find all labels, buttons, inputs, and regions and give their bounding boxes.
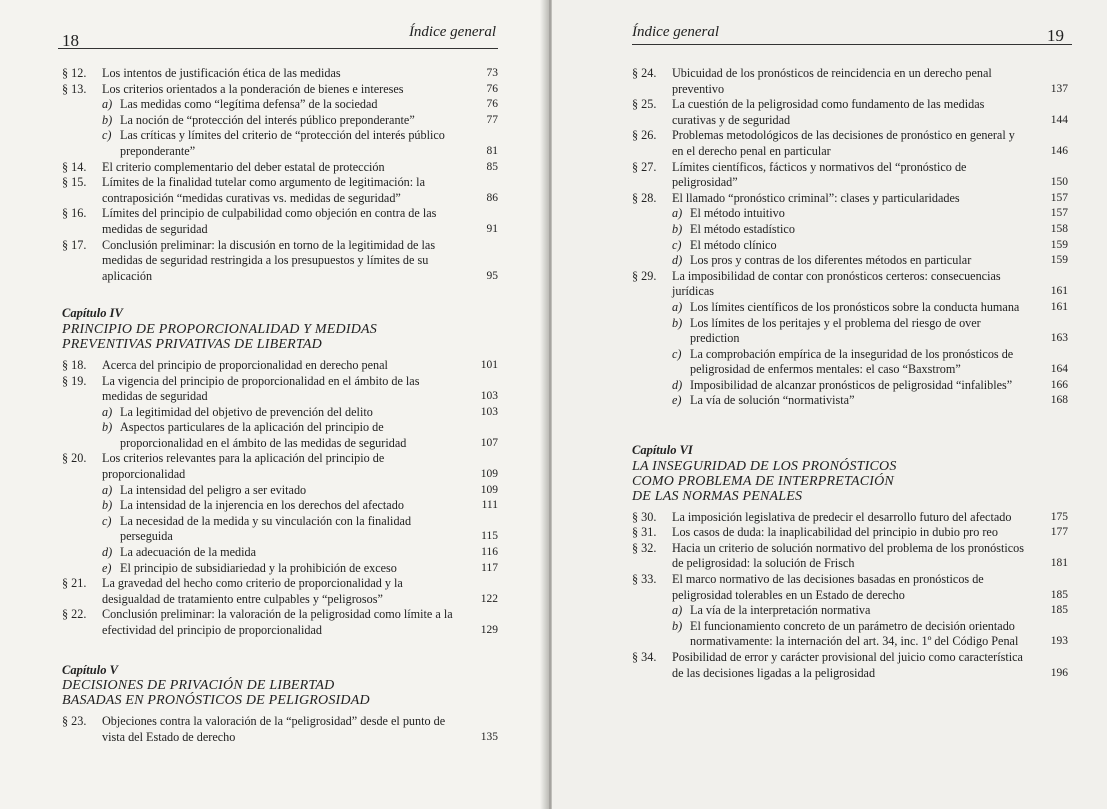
right-page bbox=[552, 0, 1107, 809]
entry-title: Los criterios relevantes para la aplicación del principio de proporcionalidad bbox=[102, 451, 385, 482]
entry-title: Límites de la finalidad tutelar como argumento de legitimación: la contraposición “medidas curativas vs. medidas de seguridad” bbox=[102, 175, 425, 205]
section-number: § 20. bbox=[62, 451, 87, 466]
toc-subentry bbox=[632, 238, 1068, 254]
section-number: § 31. bbox=[632, 525, 657, 540]
entry-title: El criterio complementario del deber estatal de protección bbox=[102, 159, 385, 174]
entry-title: Objeciones contra la valoración de la “peligrosidad” desde el punto de vista del Estado de derecho bbox=[102, 714, 446, 744]
section-number: § 32. bbox=[632, 540, 657, 555]
entry-page: 135 bbox=[480, 730, 498, 743]
subentry-page: 116 bbox=[481, 546, 498, 559]
entry-page: 196 bbox=[1050, 666, 1068, 679]
chapter-title-line: PRINCIPIO DE PROPORCIONALIDAD Y MEDIDAS bbox=[62, 321, 377, 337]
entry-page: 76 bbox=[486, 82, 498, 95]
section-number: § 23. bbox=[62, 714, 87, 729]
entry-page: 177 bbox=[1050, 526, 1068, 539]
subentry-title: La necesidad de la medida y su vinculación con la finalidad perseguida bbox=[120, 513, 412, 544]
left-header-rule bbox=[58, 48, 498, 49]
section-number: § 26. bbox=[632, 128, 657, 143]
toc-entry bbox=[632, 97, 1068, 128]
toc-entry bbox=[632, 510, 1068, 526]
entry-title: Los casos de duda: la inaplicabilidad del principio in dubio pro reo bbox=[672, 525, 998, 540]
entry-page: 129 bbox=[480, 624, 498, 636]
toc-subentry bbox=[632, 253, 1068, 269]
subentry-title: La vía de solución “normativista” bbox=[690, 393, 855, 408]
subentry-page: 77 bbox=[486, 113, 498, 126]
entry-title: La vigencia del principio de proporcionalidad en el ámbito de las medidas de seguridad bbox=[102, 373, 420, 404]
left-toc bbox=[62, 66, 498, 745]
toc-subentry bbox=[62, 483, 498, 499]
subentry-letter: e) bbox=[102, 560, 112, 575]
subentry-page: 168 bbox=[1050, 394, 1068, 407]
chapter-label: Capítulo V bbox=[62, 662, 118, 677]
entry-title: Ubicuidad de los pronósticos de reincidencia en un derecho penal preventivo bbox=[672, 66, 992, 96]
entry-title: La imposición legislativa de predecir el desarrollo futuro del afectado bbox=[672, 509, 1012, 524]
entry-page: 146 bbox=[1050, 144, 1068, 157]
toc-entry bbox=[632, 650, 1068, 681]
toc-entry bbox=[62, 82, 498, 98]
section-number: § 17. bbox=[62, 237, 87, 252]
chapter-5-heading bbox=[62, 663, 498, 709]
toc-entry bbox=[62, 714, 498, 745]
entry-page: 181 bbox=[1050, 557, 1068, 570]
toc-subentry bbox=[62, 128, 498, 159]
entry-page: 86 bbox=[486, 191, 498, 204]
entry-page: 73 bbox=[486, 67, 498, 79]
subentry-title: Aspectos particulares de la aplicación del principio de proporcionalidad en el ámbito de las medidas de seguridad bbox=[120, 420, 407, 450]
entry-page: 95 bbox=[486, 269, 498, 282]
entry-page: 137 bbox=[1050, 82, 1068, 95]
toc-entry bbox=[62, 607, 498, 638]
toc-entry bbox=[62, 451, 498, 482]
section-number: § 16. bbox=[62, 206, 87, 221]
subentry-letter: b) bbox=[672, 315, 683, 330]
subentry-letter: d) bbox=[102, 545, 113, 560]
subentry-letter: c) bbox=[672, 237, 682, 252]
subentry-letter: c) bbox=[102, 128, 112, 143]
subentry-page: 111 bbox=[481, 499, 498, 512]
toc-entry bbox=[632, 269, 1068, 300]
entry-title: La imposibilidad de contar con pronósticos certeros: consecuencias jurídicas bbox=[672, 268, 1001, 299]
subentry-page: 159 bbox=[1050, 238, 1068, 251]
subentry-page: 117 bbox=[481, 561, 498, 574]
subentry-page: 76 bbox=[486, 98, 498, 111]
section-number: § 28. bbox=[632, 190, 657, 205]
subentry-title: El método intuitivo bbox=[690, 206, 785, 221]
toc-entry bbox=[62, 206, 498, 237]
toc-subentry bbox=[62, 545, 498, 561]
toc-subentry bbox=[62, 498, 498, 514]
chapter-4-heading bbox=[62, 306, 498, 352]
entry-title: La gravedad del hecho como criterio de proporcionalidad y la desigualdad de tratamiento entre culpables y “peligrosos” bbox=[102, 576, 403, 606]
subentry-letter: a) bbox=[672, 206, 683, 221]
subentry-page: 159 bbox=[1050, 254, 1068, 267]
section-number: § 12. bbox=[62, 66, 87, 80]
left-running-title: Índice general bbox=[408, 24, 496, 40]
subentry-letter: b) bbox=[672, 221, 683, 236]
entry-title: Límites científicos, fácticos y normativos del “pronóstico de peligrosidad” bbox=[672, 159, 967, 190]
entry-title: El llamado “pronóstico criminal”: clases y particularidades bbox=[672, 190, 960, 205]
subentry-title: El método clínico bbox=[690, 237, 777, 252]
toc-subentry bbox=[632, 222, 1068, 238]
subentry-title: Imposibilidad de alcanzar pronósticos de peligrosidad “infalibles” bbox=[690, 377, 1013, 392]
section-number: § 21. bbox=[62, 576, 87, 591]
subentry-page: 158 bbox=[1050, 222, 1068, 235]
subentry-page: 109 bbox=[480, 483, 498, 496]
section-number: § 13. bbox=[62, 81, 87, 96]
subentry-letter: b) bbox=[102, 420, 113, 435]
subentry-letter: a) bbox=[102, 404, 113, 419]
subentry-letter: d) bbox=[672, 253, 683, 268]
toc-entry bbox=[632, 160, 1068, 191]
entry-page: 150 bbox=[1050, 176, 1068, 189]
entry-title: Posibilidad de error y carácter provisional del juicio como característica de las decisiones ligadas a la peligrosidad bbox=[672, 650, 1023, 680]
toc-entry bbox=[62, 238, 498, 285]
chapter-title-line: LA INSEGURIDAD DE LOS PRONÓSTICOS bbox=[632, 458, 897, 474]
subentry-letter: c) bbox=[102, 513, 112, 528]
subentry-title: El método estadístico bbox=[690, 221, 795, 236]
subentry-title: La intensidad del peligro a ser evitado bbox=[120, 482, 307, 497]
section-number: § 34. bbox=[632, 650, 657, 664]
entry-title: La cuestión de la peligrosidad como fundamento de las medidas curativas y de seguridad bbox=[672, 97, 985, 127]
chapter-label: Capítulo VI bbox=[632, 443, 693, 458]
subentry-page: 163 bbox=[1050, 332, 1068, 345]
subentry-title: La noción de “protección del interés público preponderante” bbox=[120, 112, 415, 127]
subentry-page: 166 bbox=[1050, 378, 1068, 391]
subentry-page: 103 bbox=[480, 405, 498, 418]
entry-title: Acerca del principio de proporcionalidad en derecho penal bbox=[102, 357, 388, 372]
chapter-6-heading bbox=[632, 443, 1068, 504]
entry-page: 91 bbox=[486, 222, 498, 235]
toc-entry bbox=[632, 572, 1068, 603]
entry-title: Los criterios orientados a la ponderación de bienes e intereses bbox=[102, 81, 404, 96]
toc-entry bbox=[62, 160, 498, 176]
right-page-number: 19 bbox=[1047, 26, 1064, 45]
subentry-page: 115 bbox=[481, 530, 498, 543]
subentry-page: 157 bbox=[1050, 207, 1068, 220]
section-number: § 30. bbox=[632, 509, 657, 524]
entry-page: 144 bbox=[1050, 113, 1068, 126]
chapter-title-line: BASADAS EN PRONÓSTICOS DE PELIGROSIDAD bbox=[62, 693, 370, 709]
toc-subentry bbox=[62, 561, 498, 577]
toc-entry bbox=[632, 525, 1068, 541]
section-number: § 22. bbox=[62, 607, 87, 622]
subentry-page: 161 bbox=[1050, 300, 1068, 313]
section-number: § 19. bbox=[62, 373, 87, 388]
toc-subentry bbox=[632, 603, 1068, 619]
subentry-letter: b) bbox=[672, 618, 683, 633]
entry-page: 103 bbox=[480, 390, 498, 403]
toc-subentry bbox=[62, 113, 498, 129]
entry-title: El marco normativo de las decisiones basadas en pronósticos de peligrosidad tolerables en un Estado de derecho bbox=[672, 572, 984, 602]
subentry-letter: e) bbox=[672, 393, 682, 408]
toc-entry bbox=[632, 66, 1068, 97]
subentry-title: Los pros y contras de los diferentes métodos en particular bbox=[690, 253, 972, 268]
subentry-title: El principio de subsidiariedad y la prohibición de exceso bbox=[120, 560, 397, 575]
chapter-label: Capítulo IV bbox=[62, 306, 123, 321]
entry-title: Límites del principio de culpabilidad como objeción en contra de las medidas de seguridad bbox=[102, 206, 437, 236]
toc-entry bbox=[632, 541, 1068, 572]
entry-title: Conclusión preliminar: la valoración de la peligrosidad como límite a la efectividad del principio de proporcionalidad bbox=[102, 607, 453, 637]
subentry-title: El funcionamiento concreto de un parámetro de decisión orientado normativamente: la internación del art. 34, inc. 1º del Código Penal bbox=[690, 618, 1019, 649]
right-header-rule bbox=[632, 44, 1072, 45]
toc-subentry bbox=[632, 206, 1068, 222]
toc-entry bbox=[62, 374, 498, 405]
section-number: § 24. bbox=[632, 66, 657, 80]
toc-entry bbox=[632, 128, 1068, 159]
entry-title: Los intentos de justificación ética de las medidas bbox=[102, 66, 341, 80]
subentry-page: 193 bbox=[1050, 635, 1068, 648]
chapter-title-line: DE LAS NORMAS PENALES bbox=[632, 488, 803, 504]
left-page-number: 18 bbox=[62, 31, 79, 50]
section-number: § 15. bbox=[62, 175, 87, 190]
toc-subentry bbox=[632, 300, 1068, 316]
subentry-page: 81 bbox=[486, 144, 498, 157]
section-number: § 25. bbox=[632, 97, 657, 112]
left-page bbox=[0, 0, 548, 809]
subentry-title: La vía de la interpretación normativa bbox=[690, 603, 871, 618]
toc-subentry bbox=[632, 347, 1068, 378]
toc-entry bbox=[632, 191, 1068, 207]
toc-subentry bbox=[632, 619, 1068, 650]
toc-entry bbox=[62, 66, 498, 82]
section-number: § 29. bbox=[632, 268, 657, 283]
entry-title: Problemas metodológicos de las decisiones de pronóstico en general y en el derecho penal en particular bbox=[672, 128, 1015, 158]
chapter-title-line: PREVENTIVAS PRIVATIVAS DE LIBERTAD bbox=[62, 336, 322, 352]
entry-page: 122 bbox=[480, 592, 498, 605]
toc-subentry bbox=[62, 514, 498, 545]
subentry-page: 164 bbox=[1050, 363, 1068, 376]
subentry-letter: a) bbox=[102, 482, 113, 497]
subentry-title: Las medidas como “legítima defensa” de la sociedad bbox=[120, 97, 378, 112]
chapter-title-line: DECISIONES DE PRIVACIÓN DE LIBERTAD bbox=[62, 678, 335, 694]
toc-subentry bbox=[62, 420, 498, 451]
entry-page: 185 bbox=[1050, 588, 1068, 601]
toc-subentry bbox=[632, 393, 1068, 409]
entry-page: 157 bbox=[1050, 191, 1068, 204]
entry-title: Hacia un criterio de solución normativo del problema de los pronósticos de peligrosidad: la solución de Frisch bbox=[672, 540, 1024, 571]
toc-entry bbox=[62, 576, 498, 607]
subentry-letter: a) bbox=[102, 97, 113, 112]
subentry-title: La intensidad de la injerencia en los derechos del afectado bbox=[120, 498, 404, 513]
toc-subentry bbox=[632, 316, 1068, 347]
subentry-page: 107 bbox=[480, 436, 498, 449]
toc-subentry bbox=[632, 378, 1068, 394]
right-running-title: Índice general bbox=[632, 24, 720, 40]
entry-page: 109 bbox=[480, 468, 498, 481]
subentry-title: La comprobación empírica de la inseguridad de los pronósticos de peligrosidad de enfermos mentales: el caso “Baxstrom” bbox=[690, 346, 1014, 377]
section-number: § 27. bbox=[632, 159, 657, 174]
toc-entry bbox=[62, 358, 498, 374]
chapter-title-line: COMO PROBLEMA DE INTERPRETACIÓN bbox=[632, 473, 894, 489]
subentry-letter: b) bbox=[102, 498, 113, 513]
subentry-page: 185 bbox=[1050, 604, 1068, 617]
subentry-title: Los límites científicos de los pronósticos sobre la conducta humana bbox=[690, 299, 1020, 314]
entry-page: 101 bbox=[480, 358, 498, 371]
right-toc bbox=[632, 66, 1068, 681]
subentry-letter: b) bbox=[102, 112, 113, 127]
subentry-title: La legitimidad del objetivo de prevención del delito bbox=[120, 404, 373, 419]
entry-page: 85 bbox=[486, 160, 498, 173]
entry-page: 175 bbox=[1050, 510, 1068, 523]
toc-subentry bbox=[62, 405, 498, 421]
toc-entry bbox=[62, 175, 498, 206]
toc-subentry bbox=[62, 97, 498, 113]
subentry-title: Los límites de los peritajes y el problema del riesgo de over prediction bbox=[690, 315, 981, 346]
entry-title: Conclusión preliminar: la discusión en torno de la legitimidad de las medidas de seguridad restringida a los presupuestos y límites de su aplicación bbox=[102, 237, 436, 283]
subentry-letter: a) bbox=[672, 603, 683, 618]
subentry-letter: c) bbox=[672, 346, 682, 361]
subentry-title: Las críticas y límites del criterio de “protección del interés público preponderante” bbox=[120, 128, 445, 158]
entry-page: 161 bbox=[1050, 285, 1068, 298]
subentry-letter: d) bbox=[672, 377, 683, 392]
section-number: § 33. bbox=[632, 572, 657, 587]
section-number: § 14. bbox=[62, 159, 87, 174]
subentry-title: La adecuación de la medida bbox=[120, 545, 257, 560]
section-number: § 18. bbox=[62, 357, 87, 372]
subentry-letter: a) bbox=[672, 299, 683, 314]
